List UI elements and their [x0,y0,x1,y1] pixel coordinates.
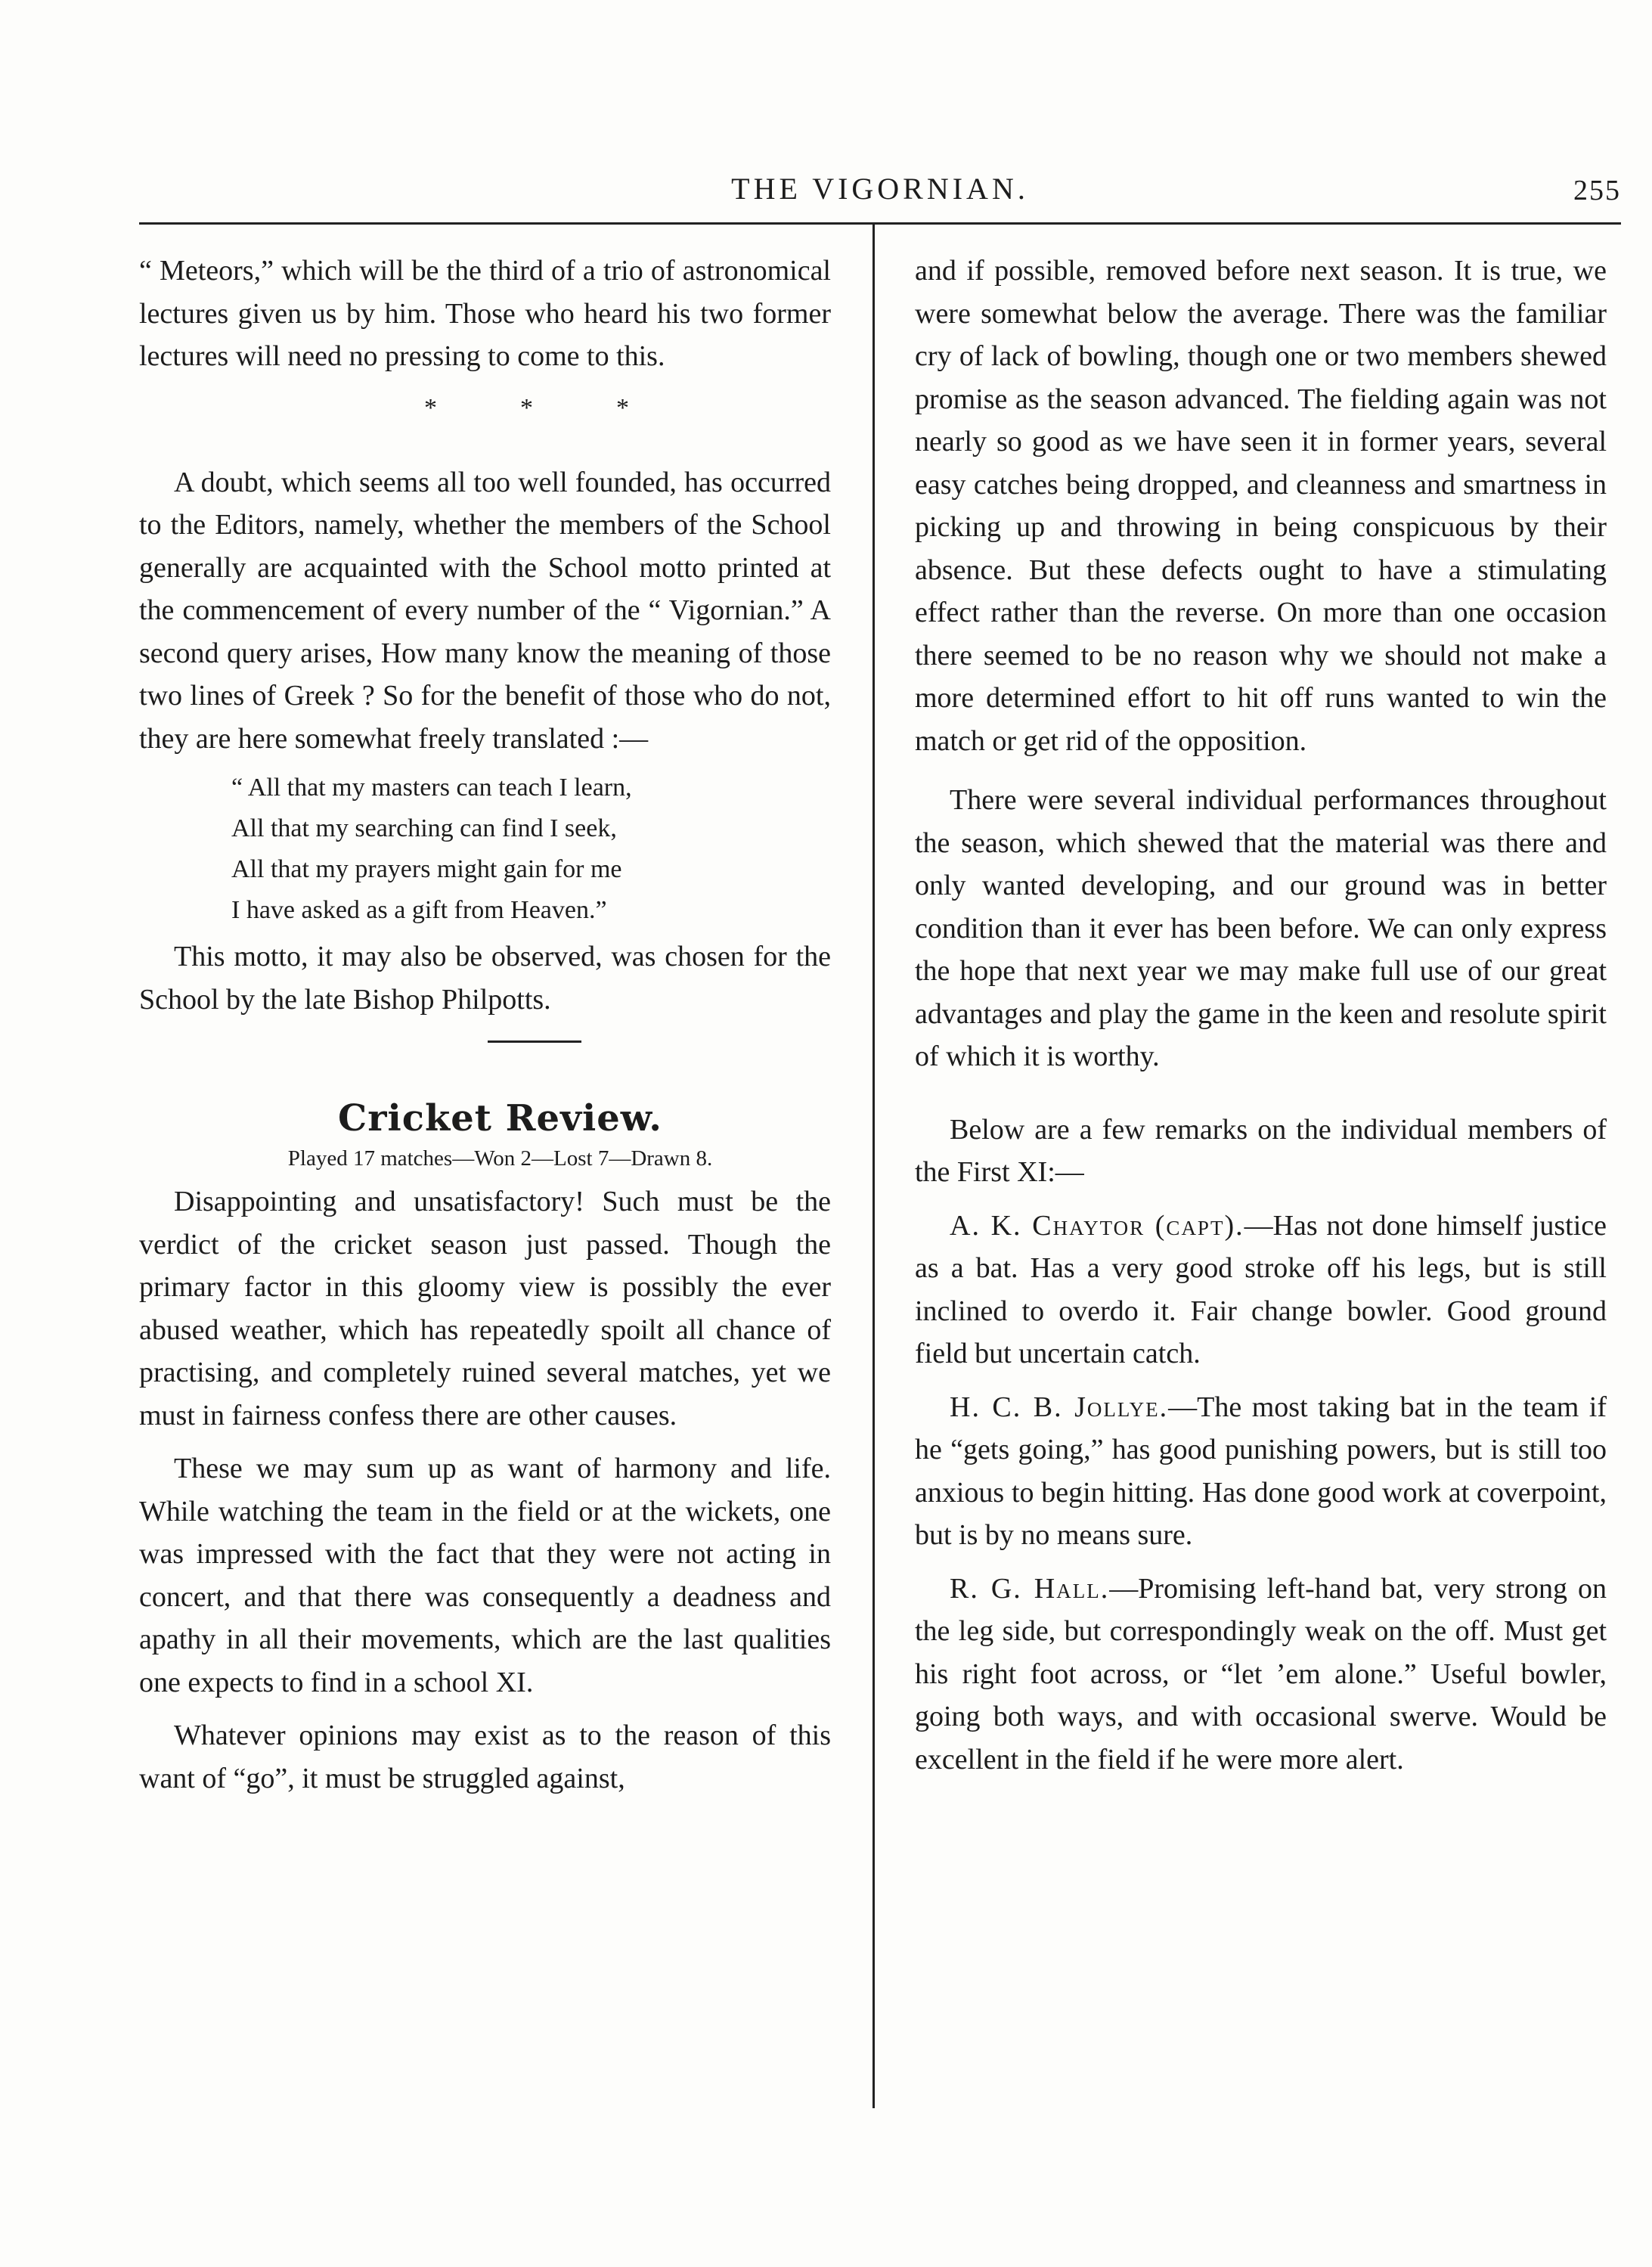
paragraph-motto-origin: This motto, it may also be observed, was chosen for the School by the late Bishop Philpotts. [139,941,831,1016]
paragraph-harmony: These we may sum up as want of harmony and life. While watching the team in the field or at the wickets, one was impressed with the fact that they were not acting in concert, and that there was consequently a deadness and apathy in all their movements, which are the last qualities one expects to find in a school XI. [139,1453,831,1698]
paragraph-remarks-intro: Below are a few remarks on the individual members of the First XI:— [915,1113,1607,1188]
section-title-cricket-review: Cricket Review. [338,1097,662,1140]
paragraph-disappointing: Disappointing and unsatisfactory! Such must be the verdict of the cricket season just passed. Though the primary factor in this gloomy view is possibly the ever abused weather, which has repeatedly spoilt all chance of practising, and completely ruined several matches, yet we must in fairness confess there are other causes. [139,1186,831,1431]
column-divider [872,224,875,2108]
verse-line: I have asked as a gift from Heaven.” [231,896,607,924]
paragraph-meteors: “ Meteors,” which will be the third of a trio of astronomical lectures given us by him. Those who heard his two former lectures will need no pressing to come to this. [139,255,831,372]
right-column [915,250,1607,1781]
paragraph-opinions: Whatever opinions may exist as to the reason of this want of “go”, it must be struggled against, [139,1720,831,1794]
player-remark-text: —Promising left-hand bat, very strong on the leg side, but correspondingly weak on the off. Must get his right foot across, or “let ’em alone.” Useful bowler, going both ways, and with occasional swerve. Would be excellent in the field if he were more alert. [915,1572,1607,1775]
star: * [520,393,533,422]
page-header [139,171,1621,216]
paragraph-season-defects: and if possible, removed before next season. It is true, we were somewhat below the average. There was the familiar cry of lack of bowling, though one or two members shewed promise as the season advanced. The fielding again was not nearly so good as we have seen it in former years, several easy catches being dropped, and cleanness and smartness in picking up and throwing in being conspicuous by their absence. But these defects ought to have a stimulating effect rather than the reverse. On more than one occasion there seemed to be no reason why we should not make a more determined effort to hit off runs wanted to win the match or get rid of the opposition. [915,255,1607,757]
player-name: R. G. Hall. [950,1572,1110,1605]
player-remark-text: —Has not done himself justice as a bat. Has a very good stroke off his legs, but is still inclined to overdo it. Fair change bowler. Good ground field but uncertain catch. [915,1209,1607,1369]
player-name: H. C. B. Jollye. [950,1391,1169,1423]
verse-line: All that my prayers might gain for me [231,855,622,883]
verse-line: All that my searching can find I seek, [231,814,617,842]
player-remark [915,1386,1607,1557]
page-number: 255 [1573,175,1621,206]
season-results: Played 17 matches—Won 2—Lost 7—Drawn 8. [287,1146,713,1171]
player-remark [915,1205,1607,1375]
verse-line: “ All that my masters can teach I learn, [231,774,632,802]
player-remark [915,1568,1607,1782]
star: * [616,393,629,422]
header-rule [139,222,1621,225]
player-name: A. K. Chaytor (capt). [950,1209,1244,1242]
left-column [139,250,831,1800]
paragraph-motto-doubt: A doubt, which seems all too well founded, has occurred to the Editors, namely, whether the members of the School generally are acquainted with the School motto printed at the commencement of every number of the “ Vigornian.” A second query arises, How many know the meaning of those two lines of Greek ? So for the benefit of those who do not, they are here somewhat freely translated :— [139,466,831,755]
paragraph-performances: There were several individual performances throughout the season, which shewed that the material was there and only wanted developing, and our ground was in better condition than it ever has been before. We can only express the hope that next year we may make full use of our great advantages and play the game in the keen and resolute spirit of which it is worthy. [915,784,1607,1072]
player-remark-text: —The most taking bat in the team if he “gets going,” has good punishing powers, but is still too anxious to begin hitting. Has done good work at coverpoint, but is by no means sure. [915,1391,1607,1551]
running-title: THE VIGORNIAN. [731,172,1029,206]
section-break-stars [139,387,831,430]
short-divider [389,1040,581,1043]
star: * [424,393,437,422]
motto-translation-verse [139,768,831,931]
